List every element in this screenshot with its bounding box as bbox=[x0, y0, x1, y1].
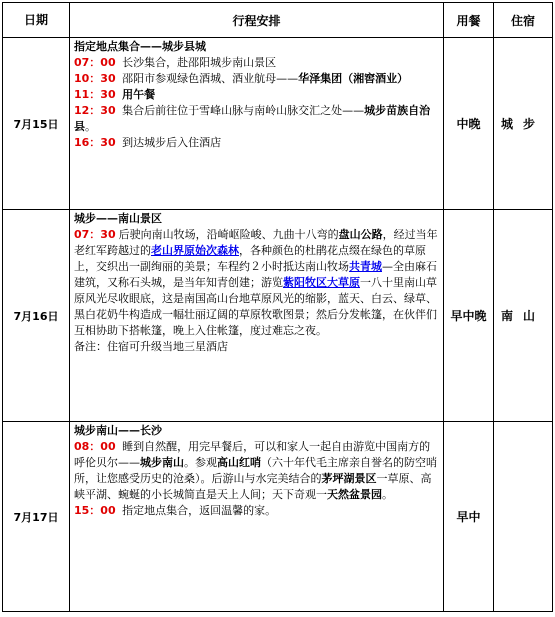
schedule-item: 12：30 集合后前往位于雪峰山脉与南岭山脉交汇之处——城步苗族自治县。 bbox=[74, 104, 431, 133]
day-meals: 中晚 bbox=[444, 38, 494, 210]
day-date: 7月16日 bbox=[3, 210, 70, 422]
header-meals: 用餐 bbox=[444, 3, 494, 38]
day-title: 城步南山——长沙 bbox=[74, 424, 162, 437]
schedule-item: 07：00 长沙集合，赴邵阳城步南山景区 bbox=[74, 56, 277, 69]
day-stay: 城步 bbox=[494, 38, 553, 210]
link-ziyang-grassland[interactable]: 紫阳牧区大草原 bbox=[283, 276, 360, 289]
day-row-2 bbox=[3, 210, 553, 422]
day-row-1 bbox=[3, 38, 553, 210]
day-meals: 早中晚 bbox=[444, 210, 494, 422]
day-stay: 南山 bbox=[494, 210, 553, 422]
itinerary-table bbox=[2, 2, 553, 612]
schedule-paragraph: 07：30 后驶向南山牧场，沿崎岖险峻、九曲十八弯的盘山公路，经过当年老红军跨越过的老山界原始次森林，各种颜色的杜鹃花点缀在绿色的草原上，交织出一副绚丽的美景；车程约２小时抵达南山牧场共青城—全由麻石建筑，又称石头城，是当年知青创建；游览紫阳牧区大草原一八十里南山草原风光尽收眼底，这是南国高山台地草原风光的缩影，蓝天、白云、绿草、黑白花奶牛构造成一幅壮丽辽阔的草原牧歌图景；然后分发帐篷，在伙伴们互相协助下搭帐篷，晚上入住帐篷，度过难忘之夜。 bbox=[74, 228, 438, 337]
schedule-item: 15：00 指定地点集合，返回温馨的家。 bbox=[74, 504, 277, 517]
day-date: 7月17日 bbox=[3, 422, 70, 612]
header-row bbox=[3, 3, 553, 38]
day-schedule bbox=[70, 38, 444, 210]
link-gongqingcheng[interactable]: 共青城 bbox=[349, 260, 382, 273]
day-schedule bbox=[70, 422, 444, 612]
header-stay: 住宿 bbox=[494, 3, 553, 38]
day-title: 指定地点集合——城步县城 bbox=[74, 40, 206, 53]
day-title: 城步——南山景区 bbox=[74, 212, 162, 225]
schedule-item: 10：30 邵阳市参观绿色酒城、酒业航母——华泽集团（湘窖酒业） bbox=[74, 72, 409, 85]
day-schedule bbox=[70, 210, 444, 422]
day-date: 7月15日 bbox=[3, 38, 70, 210]
day-meals: 早中 bbox=[444, 422, 494, 612]
schedule-item: 16：30 到达城步后入住酒店 bbox=[74, 136, 222, 149]
schedule-paragraph: 08：00 睡到自然醒，用完早餐后，可以和家人一起自由游览中国南方的呼伦贝尔——城步南山。参观高山红哨（六十年代毛主席亲自誉名的防空哨所，让您感受历史的沧桑）。后游山与水完美结合的茅坪湖景区一草原、高峡平湖、蜿蜒的小长城简直是天上人间；天下奇观一天然盆景园。 bbox=[74, 440, 437, 501]
header-schedule: 行程安排 bbox=[70, 3, 444, 38]
day-stay bbox=[494, 422, 553, 612]
day-row-3 bbox=[3, 422, 553, 612]
link-laoshanjie[interactable]: 老山界原始次森林 bbox=[151, 244, 239, 257]
header-date: 日期 bbox=[3, 3, 70, 38]
schedule-item: 11：30 用午餐 bbox=[74, 88, 156, 101]
note-text: 备注：住宿可升级当地三星酒店 bbox=[74, 340, 228, 353]
